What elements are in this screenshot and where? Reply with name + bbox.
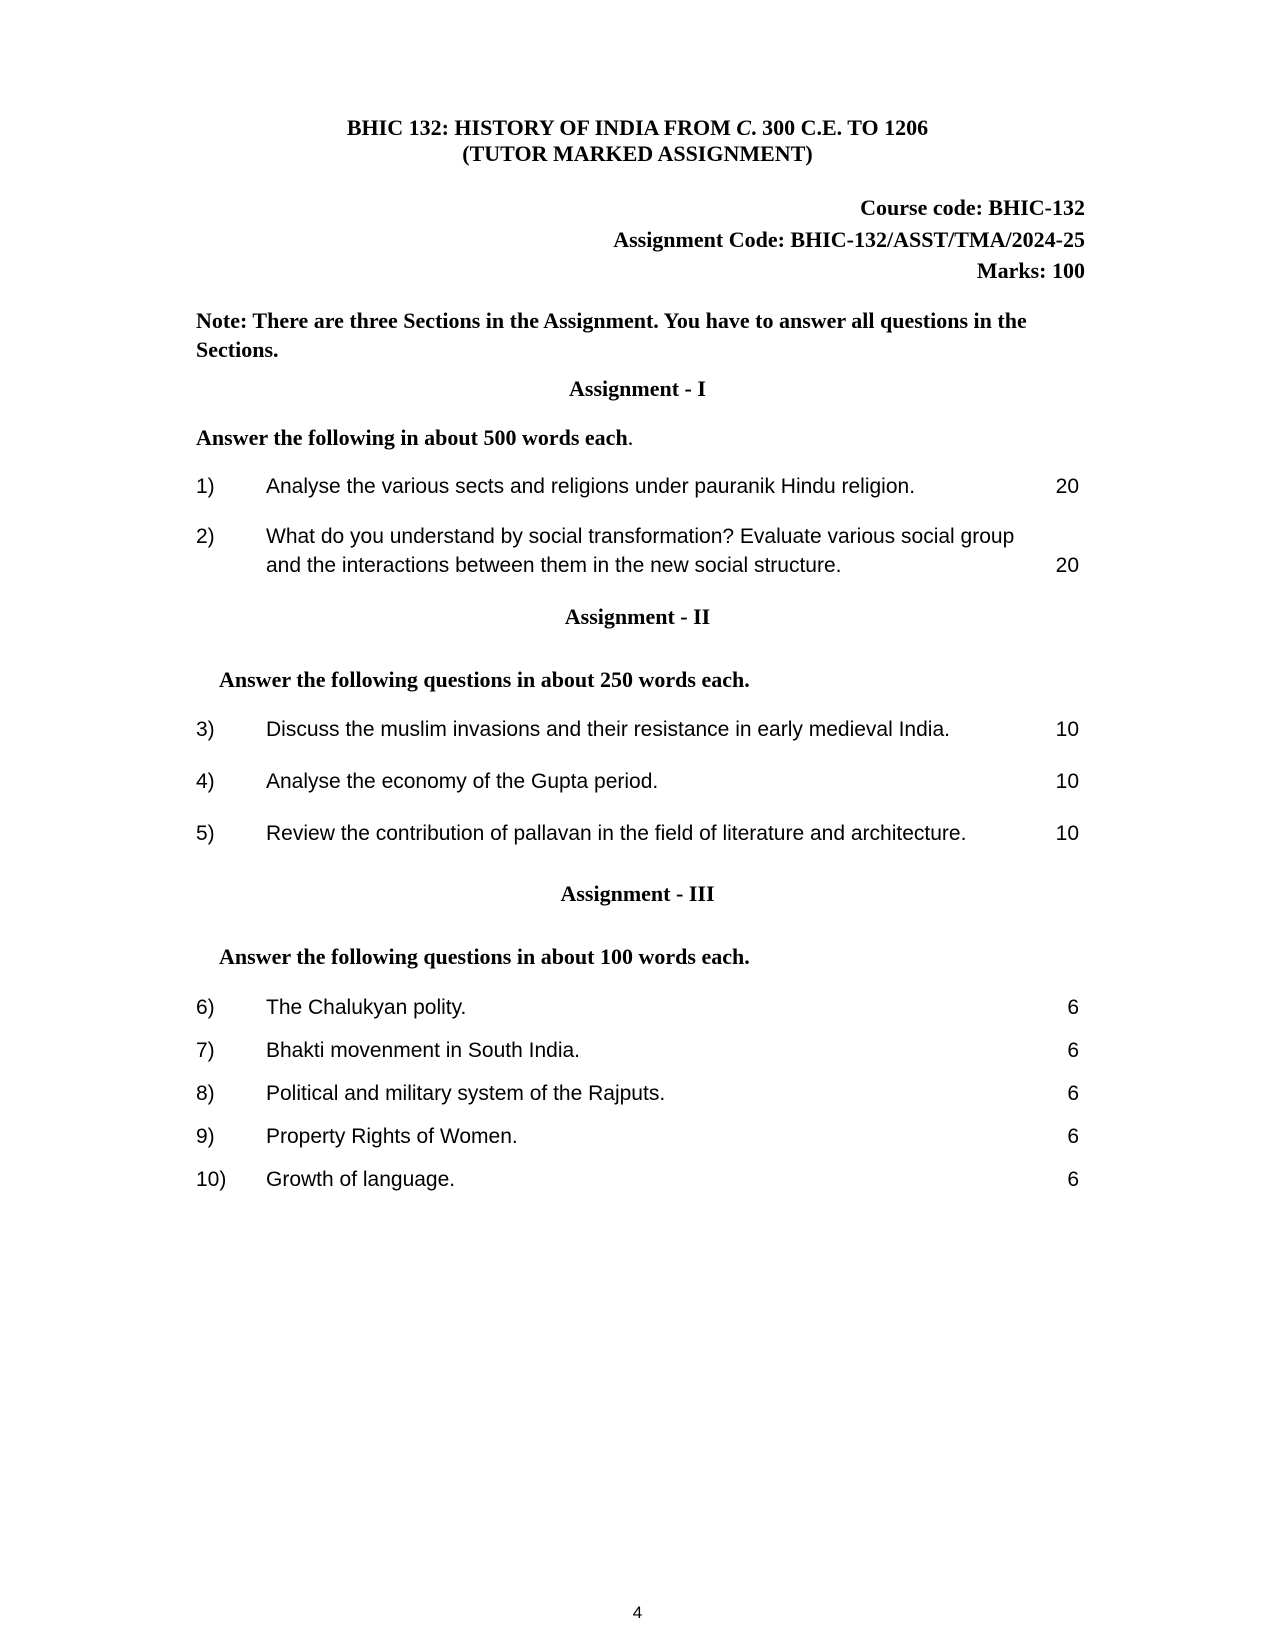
question-number: 6) bbox=[196, 996, 215, 1019]
title-suffix: . 300 C.E. TO 1206 bbox=[751, 115, 929, 140]
question-marks: 10 bbox=[1055, 822, 1079, 845]
question-text: Property Rights of Women. bbox=[266, 1125, 518, 1148]
section-instruction-1 bbox=[196, 424, 633, 451]
question-marks: 10 bbox=[1055, 718, 1079, 741]
section-instruction-3: Answer the following questions in about 100 words each. bbox=[219, 944, 750, 969]
section-heading-2: Assignment - II bbox=[564, 604, 711, 629]
assignment-note: Note: There are three Sections in the Assignment. You have to answer all questions in the Sections. bbox=[196, 308, 1027, 362]
question-text: Bhakti movenment in South India. bbox=[266, 1039, 581, 1062]
section-instruction-1-tail: . bbox=[627, 425, 634, 450]
question-marks: 6 bbox=[1067, 996, 1079, 1019]
course-code: Course code: BHIC-132 bbox=[860, 195, 1085, 220]
title-prefix: BHIC 132: HISTORY OF INDIA FROM bbox=[346, 115, 737, 140]
question-text: Analyse the various sects and religions under pauranik Hindu religion. bbox=[266, 475, 916, 498]
question-text: The Chalukyan polity. bbox=[266, 996, 467, 1019]
question-marks: 6 bbox=[1067, 1039, 1079, 1062]
question-marks: 20 bbox=[1055, 475, 1079, 498]
question-number: 1) bbox=[196, 475, 215, 498]
question-marks: 6 bbox=[1067, 1082, 1079, 1105]
question-text-line2: and the interactions between them in the new social structure. bbox=[266, 554, 842, 577]
question-marks: 6 bbox=[1067, 1125, 1079, 1148]
document-subtitle: (TUTOR MARKED ASSIGNMENT) bbox=[462, 141, 813, 166]
question-text: Political and military system of the Rajputs. bbox=[266, 1082, 666, 1105]
section-instruction-2: Answer the following questions in about 250 words each. bbox=[219, 667, 750, 692]
title-circa: C bbox=[736, 115, 752, 140]
page-number: 4 bbox=[632, 1603, 643, 1622]
question-text: Analyse the economy of the Gupta period. bbox=[266, 770, 659, 793]
total-marks: Marks: 100 bbox=[976, 258, 1085, 283]
question-text: Discuss the muslim invasions and their resistance in early medieval India. bbox=[266, 718, 950, 741]
question-text-line1: What do you understand by social transformation? Evaluate various social group bbox=[266, 525, 1015, 548]
section-instruction-1-text: Answer the following in about 500 words each bbox=[196, 425, 628, 450]
question-text: Review the contribution of pallavan in the field of literature and architecture. bbox=[266, 822, 967, 845]
question-number: 5) bbox=[196, 822, 215, 845]
question-marks: 20 bbox=[1055, 554, 1079, 577]
question-text: Growth of language. bbox=[266, 1168, 456, 1191]
assignment-code: Assignment Code: BHIC-132/ASST/TMA/2024-25 bbox=[613, 227, 1085, 252]
question-number: 8) bbox=[196, 1082, 215, 1105]
question-marks: 10 bbox=[1055, 770, 1079, 793]
question-number: 10) bbox=[196, 1168, 227, 1191]
question-marks: 6 bbox=[1067, 1168, 1079, 1191]
section-heading-3: Assignment - III bbox=[560, 881, 715, 906]
section-heading-1: Assignment - I bbox=[569, 376, 706, 401]
question-number: 9) bbox=[196, 1125, 215, 1148]
document-title bbox=[0, 114, 1275, 141]
question-number: 7) bbox=[196, 1039, 215, 1062]
question-number: 3) bbox=[196, 718, 215, 741]
question-number: 2) bbox=[196, 525, 215, 548]
question-number: 4) bbox=[196, 770, 215, 793]
